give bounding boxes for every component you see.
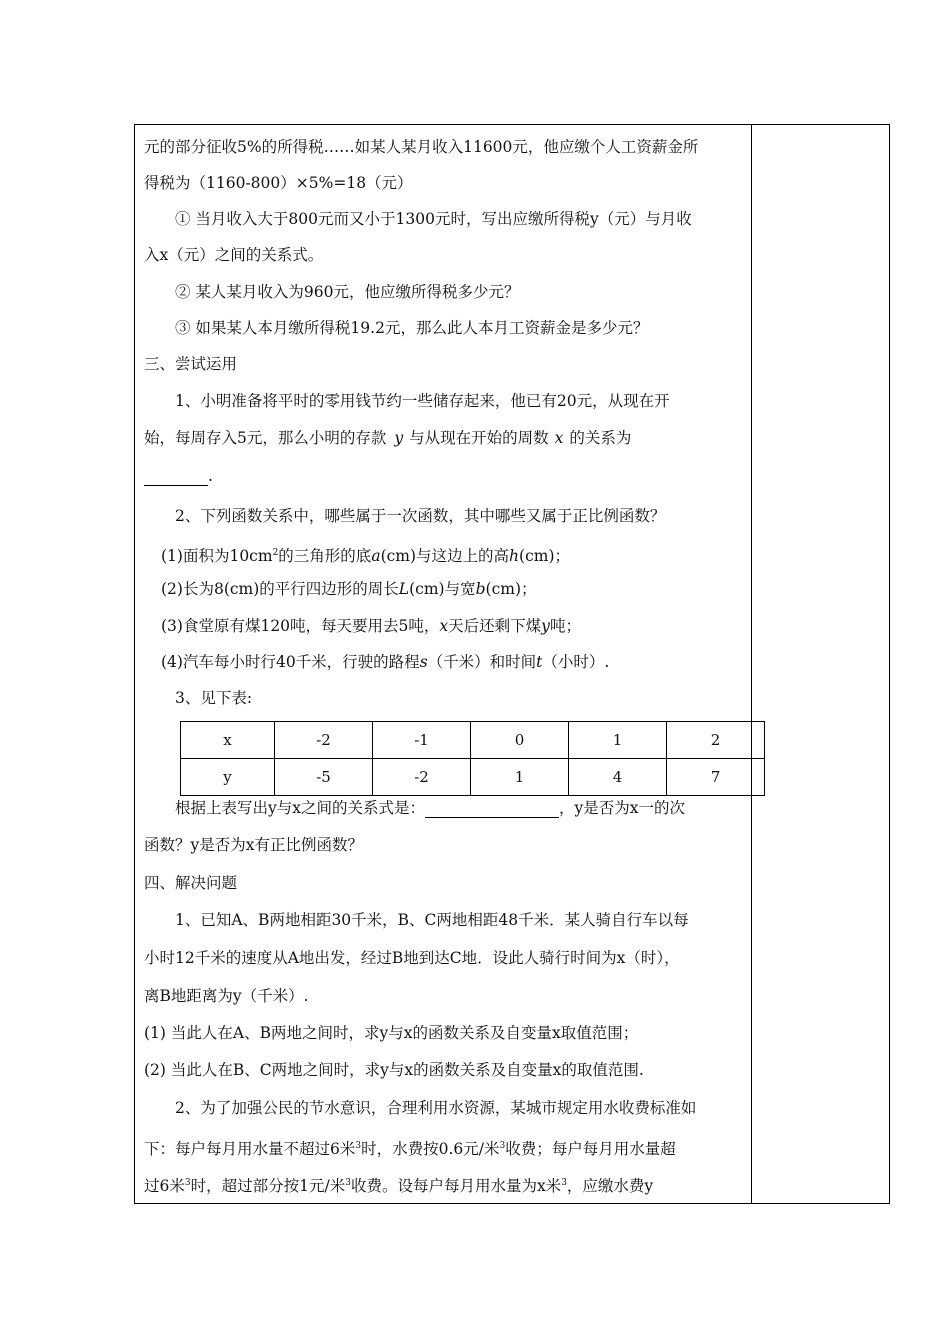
text-span: （千米）和时间: [427, 653, 537, 671]
exercise-line: [144, 428, 631, 448]
text-span: 收费；每户每月用水量超: [505, 1140, 676, 1158]
worksheet-frame: [134, 124, 890, 1204]
section-heading: 四、解决问题: [144, 874, 238, 892]
table-cell: 7: [667, 759, 765, 796]
text-span: 根据上表写出y与x之间的关系式是：: [175, 799, 425, 817]
exercise-line: [175, 798, 685, 818]
question-line: ② 某人某月收入为960元，他应缴所得税多少元？: [175, 283, 520, 301]
problem-line: 2、为了加强公民的节水意识，合理利用水资源，某城市规定用水收费标准如: [175, 1099, 697, 1117]
table-cell: 0: [471, 722, 569, 759]
table-cell: 1: [569, 722, 667, 759]
text-span: (cm)；: [519, 547, 571, 565]
text-span: (cm)与这边上的高: [380, 547, 510, 565]
paragraph-line: 元的部分征收5%的所得税……如某人某月收入11600元，他应缴个人工资薪金所: [144, 138, 699, 156]
var-x: x: [554, 429, 564, 447]
var-y: y: [541, 617, 550, 635]
sub-question: (1) 当此人在A、B两地之间时，求y与x的函数关系及自变量x取值范围；: [144, 1024, 639, 1042]
problem-line: 1、已知A、B两地相距30千米，B、C两地相距48千米．某人骑自行车以每: [175, 911, 689, 929]
problem-line: 小时12千米的速度从A地出发，经过B地到达C地．设此人骑行时间为x（时），: [144, 949, 680, 967]
text-span: 收费。设每户每月用水量为x米: [350, 1177, 562, 1195]
var-a: a: [371, 547, 381, 565]
table-cell: -1: [373, 722, 471, 759]
table-cell: -2: [275, 722, 373, 759]
column-divider: [751, 124, 752, 1204]
list-item: [161, 579, 537, 599]
question-line: 入x（元）之间的关系式。: [144, 246, 324, 264]
exercise-line: 3、见下表:: [175, 689, 253, 707]
exercise-line: 1、小明准备将平时的零用钱节约一些储存起来，他已有20元，从现在开: [175, 392, 670, 410]
xy-table: [180, 721, 765, 796]
text-span: 与从现在开始的周数: [409, 429, 549, 447]
text-span: 的三角形的底: [278, 547, 372, 565]
table-cell: -5: [275, 759, 373, 796]
text-span: 时，超过部分按1元/米: [190, 1177, 346, 1195]
table-cell: 1: [471, 759, 569, 796]
superscript: 3: [355, 1141, 362, 1151]
table-cell: x: [181, 722, 275, 759]
text-span: 始，每周存入5元，那么小明的存款: [144, 429, 387, 447]
table-cell: y: [181, 759, 275, 796]
text-span: (3)食堂原有煤120吨，每天要用去5吨，: [161, 617, 440, 635]
list-item: [161, 543, 570, 566]
superscript: 2: [272, 548, 279, 558]
var-s: s: [419, 653, 428, 671]
table-row: [181, 722, 765, 759]
superscript: 3: [184, 1178, 191, 1188]
text-span: (cm)；: [485, 580, 537, 598]
exercise-line: 2、下列函数关系中，哪些属于一次函数，其中哪些又属于正比例函数？: [175, 507, 666, 525]
exercise-line: 函数？y是否为x有正比例函数？: [144, 836, 363, 854]
table-cell: 4: [569, 759, 667, 796]
answer-blank[interactable]: [144, 471, 208, 486]
table-cell: -2: [373, 759, 471, 796]
var-b: b: [475, 580, 486, 598]
text-span: 的关系为: [569, 429, 632, 447]
var-t: t: [536, 653, 543, 671]
text-span: (2)长为8(cm)的平行四边形的周长: [161, 580, 399, 598]
var-y: y: [394, 429, 404, 447]
table-cell: 2: [667, 722, 765, 759]
text-span: 下：每户每月用水量不超过6米: [144, 1140, 356, 1158]
text-span: 过6米: [144, 1177, 185, 1195]
problem-line: 离B地距离为y（千米）.: [144, 987, 309, 1005]
text-span: 时，水费按0.6元/米: [361, 1140, 500, 1158]
superscript: 3: [561, 1178, 567, 1188]
list-item: [161, 652, 609, 672]
problem-line: [144, 1173, 653, 1196]
text-span: (4)汽车每小时行40千米，行驶的路程: [161, 653, 420, 671]
superscript: 3: [499, 1141, 506, 1151]
question-line: ③ 如果某人本月缴所得税19.2元，那么此人本月工资薪金是多少元？: [175, 319, 649, 337]
superscript: 3: [345, 1178, 351, 1188]
sub-question: (2) 当此人在B、C两地之间时，求y与x的函数关系及自变量x的取值范围.: [144, 1061, 644, 1079]
text-span: ，应缴水费y: [566, 1177, 654, 1195]
text-span: .: [208, 467, 213, 485]
main-cell: [135, 125, 752, 1205]
text-span: 天后还剩下煤: [448, 617, 542, 635]
problem-line: [144, 1136, 676, 1159]
question-line: ① 当月收入大于800元而又小于1300元时，写出应缴所得税y（元）与月收: [175, 210, 692, 228]
table-row: [181, 759, 765, 796]
exercise-line: [144, 466, 213, 486]
text-span: 吨；: [549, 617, 581, 635]
text-span: ，y是否为x一的次: [559, 799, 685, 817]
var-h: h: [509, 547, 520, 565]
var-L: L: [398, 580, 410, 598]
text-span: (cm)与宽: [409, 580, 476, 598]
text-span: （小时）.: [542, 653, 610, 671]
paragraph-line: 得税为（1160-800）×5%=18（元）: [144, 174, 413, 192]
answer-blank[interactable]: [425, 803, 559, 818]
var-x: x: [439, 617, 449, 635]
text-span: (1)面积为10cm: [161, 547, 273, 565]
list-item: [161, 616, 581, 636]
section-heading: 三、尝试运用: [144, 355, 238, 373]
